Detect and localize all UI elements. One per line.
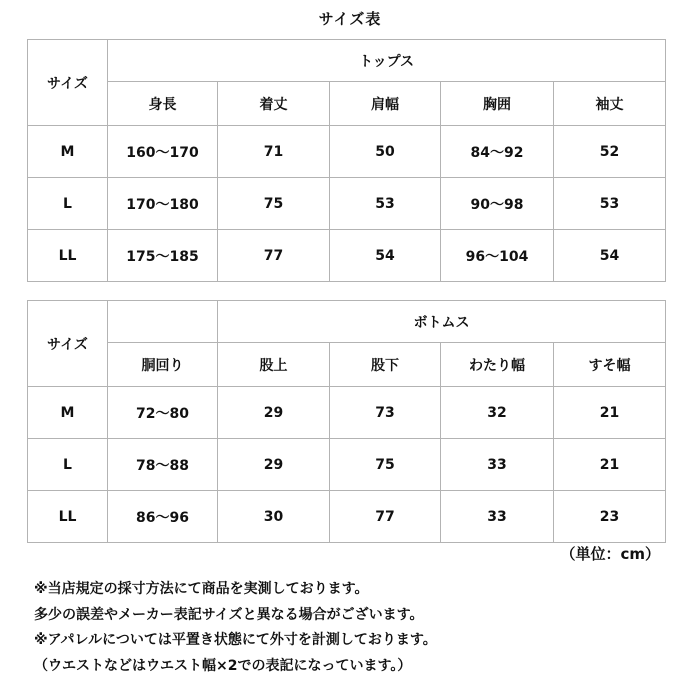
size-cell: LL [28,491,108,543]
table-cell: 86〜96 [108,491,218,543]
table-cell: 96〜104 [441,230,554,282]
table-cell: 78〜88 [108,439,218,491]
bottoms-size-table [27,300,666,543]
table-cell: 170〜180 [108,178,218,230]
table-cell: 33 [441,439,554,491]
size-column-header: サイズ [28,40,108,126]
table-cell: 32 [441,387,554,439]
table-cell: 23 [554,491,666,543]
column-header-length: 着丈 [218,82,330,126]
table-header-row [28,343,666,387]
unit-label: （単位：cm） [560,545,660,563]
column-header-thigh-width: わたり幅 [441,343,554,387]
table-cell: 52 [554,126,666,178]
table-cell: 54 [554,230,666,282]
table-row [28,439,666,491]
table-cell: 84〜92 [441,126,554,178]
size-column-header: サイズ [28,301,108,387]
tops-size-table [27,39,666,282]
note-line: （ウエストなどはウエスト幅×2での表記になっています。） [34,657,412,674]
size-cell: L [28,178,108,230]
table-cell: 54 [330,230,441,282]
table-cell: 29 [218,439,330,491]
blank-header-cell [108,301,218,343]
table-cell: 53 [330,178,441,230]
table-cell: 73 [330,387,441,439]
note-line: ※当店規定の採寸方法にて商品を実測しております。 [34,581,369,597]
size-cell: M [28,126,108,178]
column-header-sleeve-length: 袖丈 [554,82,666,126]
page-title: サイズ表 [318,10,382,28]
size-cell: M [28,387,108,439]
table-cell: 50 [330,126,441,178]
table-header-row [28,40,666,82]
table-cell: 75 [218,178,330,230]
table-cell: 71 [218,126,330,178]
table-cell: 175〜185 [108,230,218,282]
table-cell: 75 [330,439,441,491]
table-cell: 53 [554,178,666,230]
table-cell: 29 [218,387,330,439]
note-line: ※アパレルについては平置き状態にて外寸を計測しております。 [34,632,437,648]
table-cell: 33 [441,491,554,543]
table-cell: 72〜80 [108,387,218,439]
table-cell: 90〜98 [441,178,554,230]
table-row [28,491,666,543]
table-cell: 77 [330,491,441,543]
notes-section [34,577,674,679]
table-row [28,230,666,282]
table-cell: 21 [554,439,666,491]
size-cell: LL [28,230,108,282]
section-header-tops: トップス [108,40,666,82]
table-header-row [28,301,666,343]
section-header-bottoms: ボトムス [218,301,666,343]
note-line: 多少の誤差やメーカー表記サイズと異なる場合がございます。 [34,606,424,623]
table-cell: 21 [554,387,666,439]
table-cell: 30 [218,491,330,543]
table-row [28,126,666,178]
table-cell: 77 [218,230,330,282]
column-header-hem-width: すそ幅 [554,343,666,387]
column-header-waist: 胴回り [108,343,218,387]
column-header-inseam: 股下 [330,343,441,387]
table-header-row [28,82,666,126]
column-header-rise: 股上 [218,343,330,387]
column-header-chest: 胸囲 [441,82,554,126]
table-row [28,387,666,439]
size-cell: L [28,439,108,491]
table-cell: 160〜170 [108,126,218,178]
table-row [28,178,666,230]
column-header-height: 身長 [108,82,218,126]
column-header-shoulder-width: 肩幅 [330,82,441,126]
